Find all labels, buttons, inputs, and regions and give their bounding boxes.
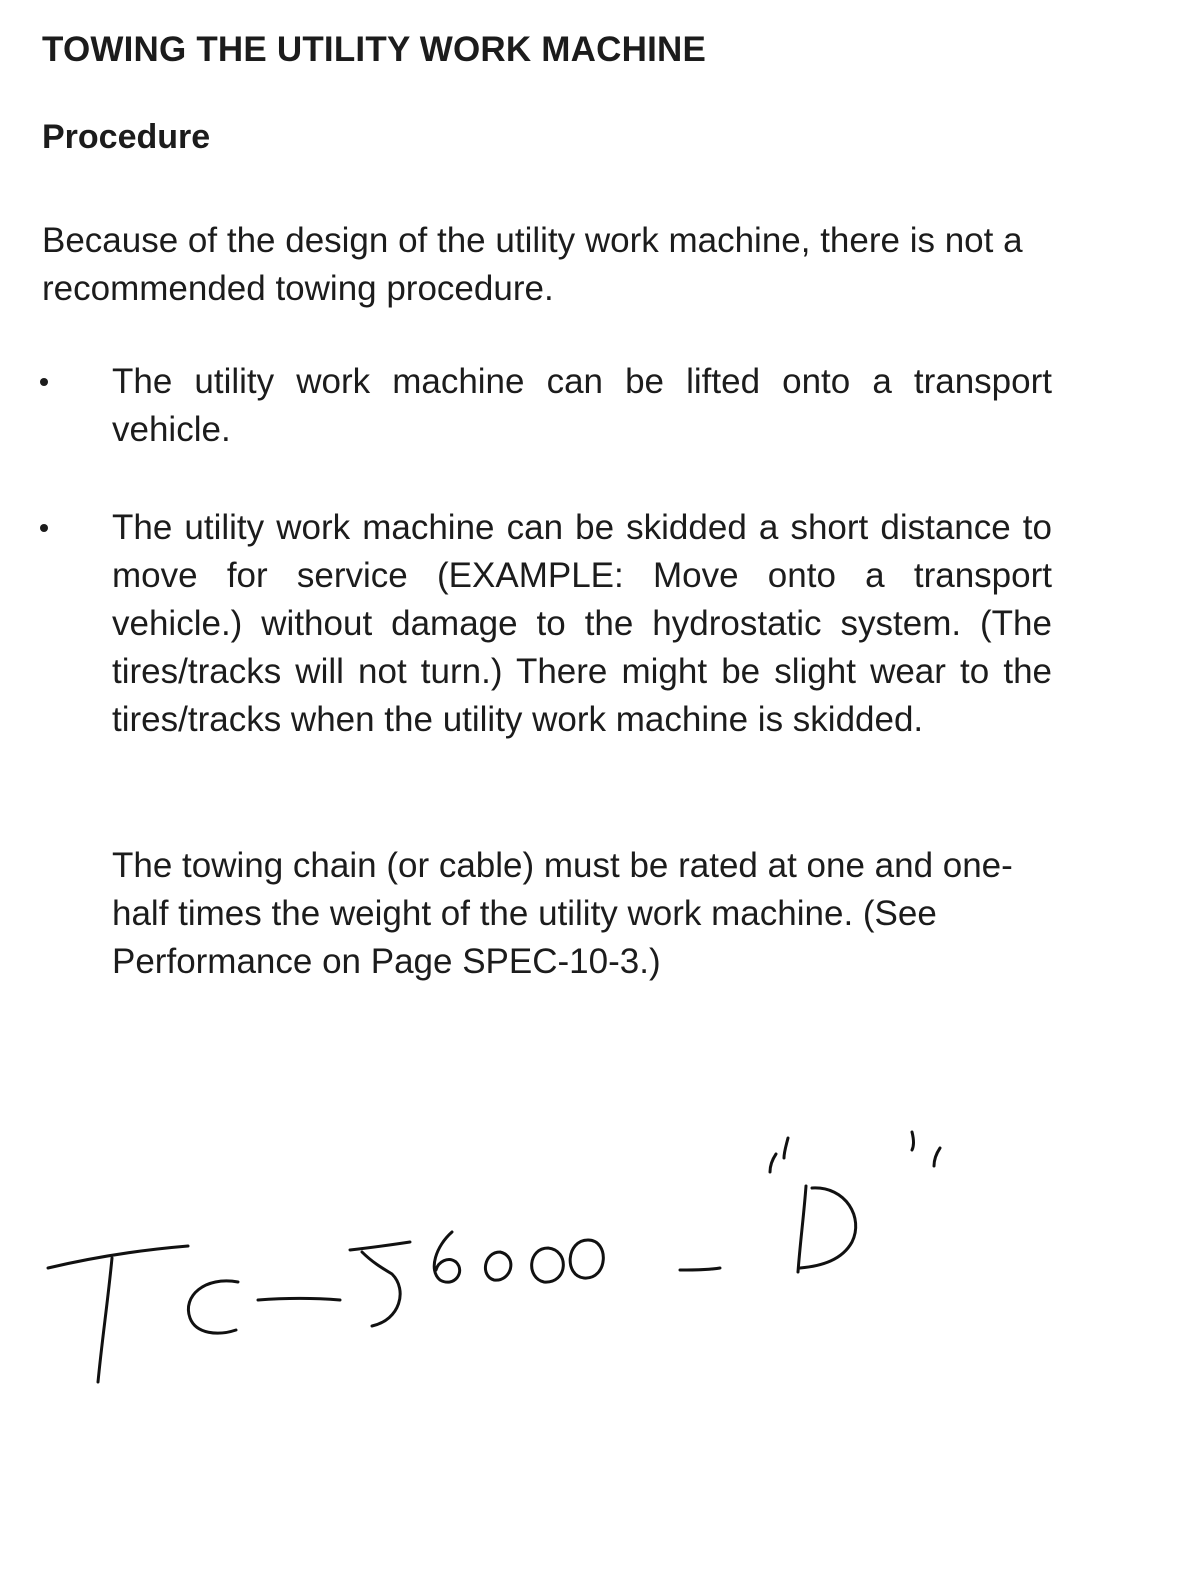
page-title: TOWING THE UTILITY WORK MACHINE xyxy=(42,30,707,69)
section-heading: Procedure xyxy=(42,118,211,156)
intro-paragraph: Because of the design of the utility work machine, there is not a recommended towing procedure. xyxy=(42,221,1023,308)
bullet-text: The utility work machine can be skidded a short distance to move for service (EXAMPLE: Move onto a transport vehicle.) without damage to the hydrostatic system. (The tires/tracks will not turn.) There might be slight wear to the tires/tracks when the utility work machine is skidded. xyxy=(112,508,1052,739)
bullet-text: The utility work machine can be lifted onto a transport vehicle. xyxy=(112,362,1052,449)
towing-chain-note: The towing chain (or cable) must be rated at one and one-half times the weight of the utility work machine. (See Performance on Page SPEC-10-3.) xyxy=(112,846,1013,981)
